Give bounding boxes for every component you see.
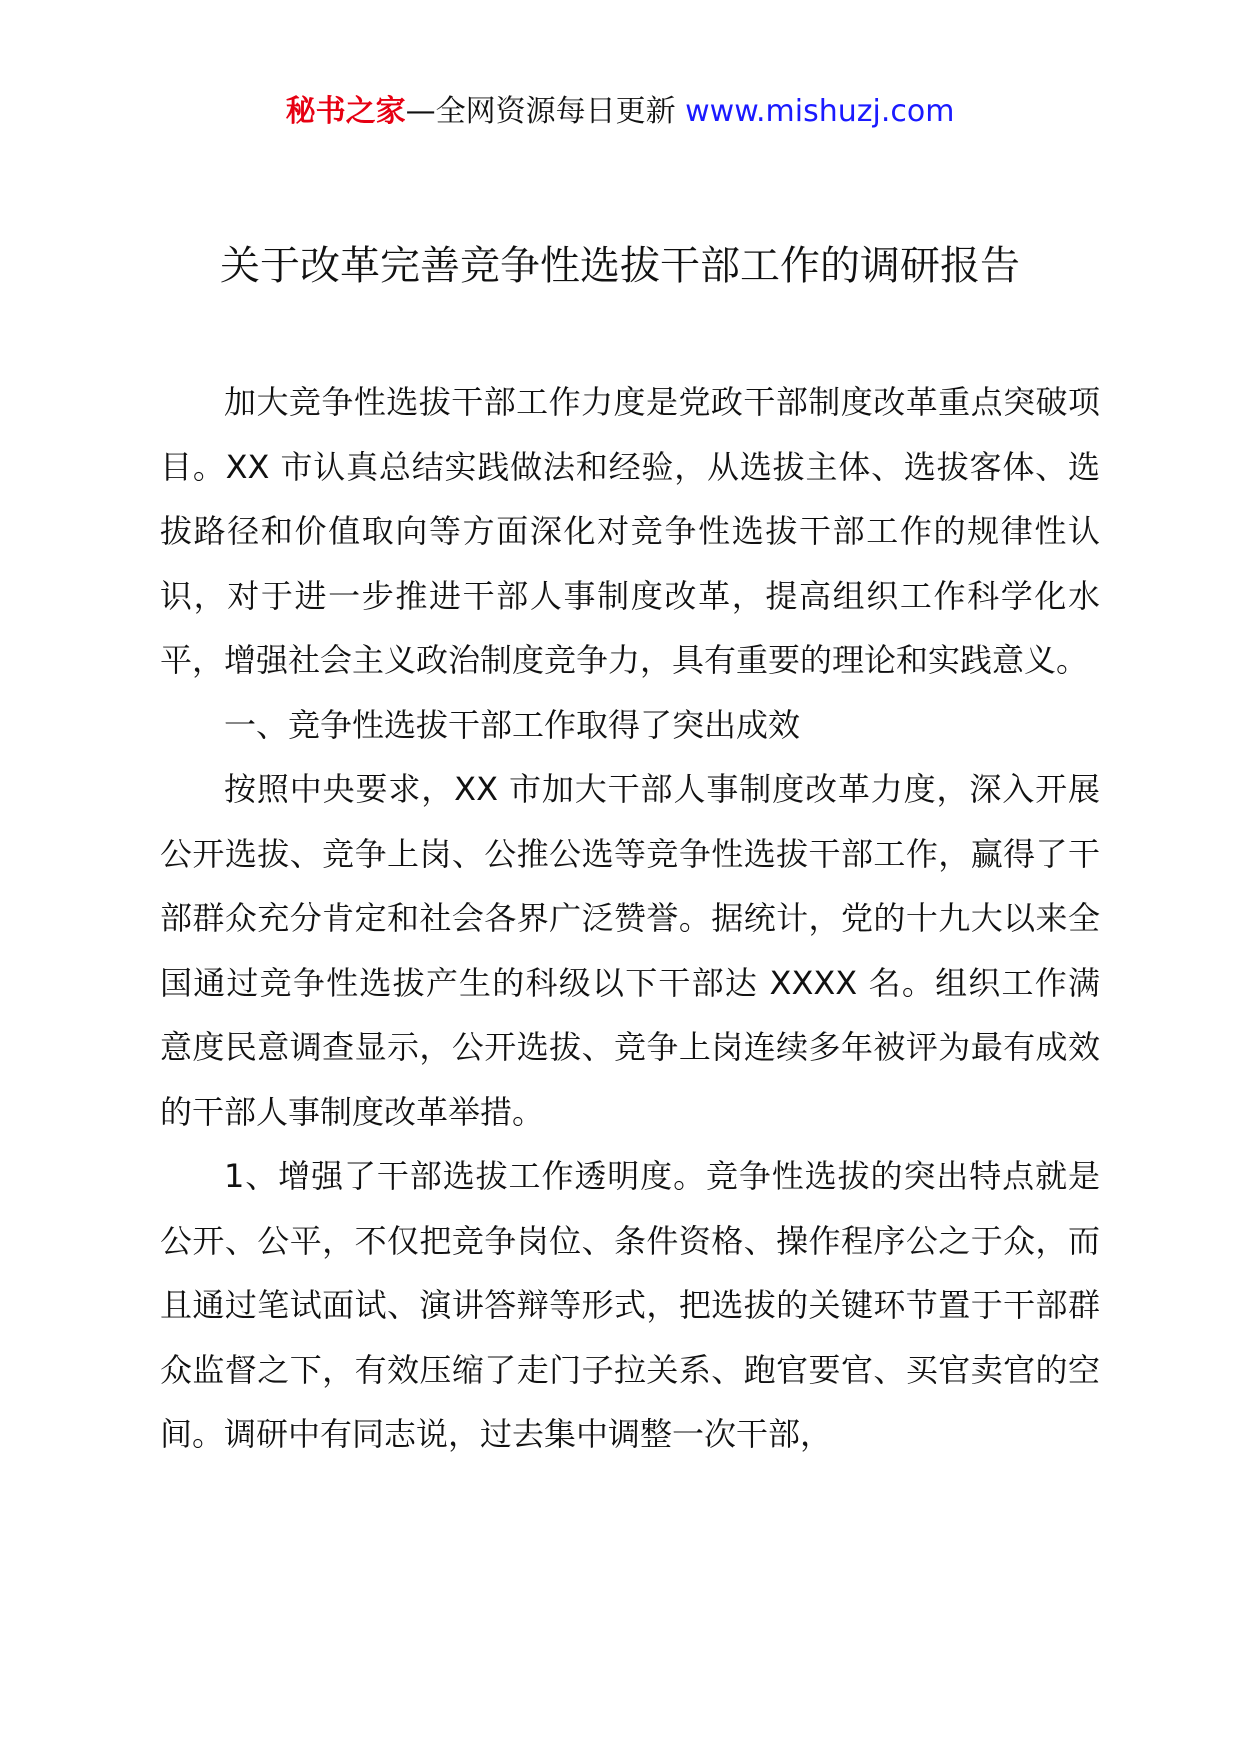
site-brand-name: 秘书之家 <box>285 94 406 129</box>
document-title: 关于改革完善竞争性选拔干部工作的调研报告 <box>220 243 1020 289</box>
site-header-banner <box>0 92 1240 132</box>
site-url-link[interactable]: www.mishuzj.com <box>685 94 955 129</box>
section-heading: 一、竞争性选拔干部工作取得了突出成效 <box>224 705 801 744</box>
document-body <box>160 370 1100 1467</box>
site-tagline: —全网资源每日更新 <box>405 94 686 129</box>
intro-paragraph: 加大竞争性选拔干部工作力度是党政干部制度改革重点突破项目。XX 市认真总结实践做法和经验，从选拔主体、选拔客体、选拔路径和价值取向等方面深化对竞争性选拔干部工作的规律性认识，对于进一步推进干部人事制度改革，提高组织工作科学化水平，增强社会主义政治制度竞争力，具有重要的理论和实践意义。 <box>160 383 1100 679</box>
section-paragraph: 按照中央要求，XX 市加大干部人事制度改革力度，深入开展公开选拔、竞争上岗、公推公选等竞争性选拔干部工作，赢得了干部群众充分肯定和社会各界广泛赞誉。据统计，党的十九大以来全国通过竞争性选拔产生的科级以下干部达 XXXX 名。组织工作满意度民意调查显示，公开选拔、竞争上岗连续多年被评为最有成效的干部人事制度改革举措。 <box>160 770 1100 1131</box>
subsection-paragraph: 1、增强了干部选拔工作透明度。竞争性选拔的突出特点就是公开、公平，不仅把竞争岗位、条件资格、操作程序公之于众，而且通过笔试面试、演讲答辩等形式，把选拔的关键环节置于干部群众监督之下，有效压缩了走门子拉关系、跑官要官、买官卖官的空间。调研中有同志说，过去集中调整一次干部， <box>160 1157 1100 1453</box>
